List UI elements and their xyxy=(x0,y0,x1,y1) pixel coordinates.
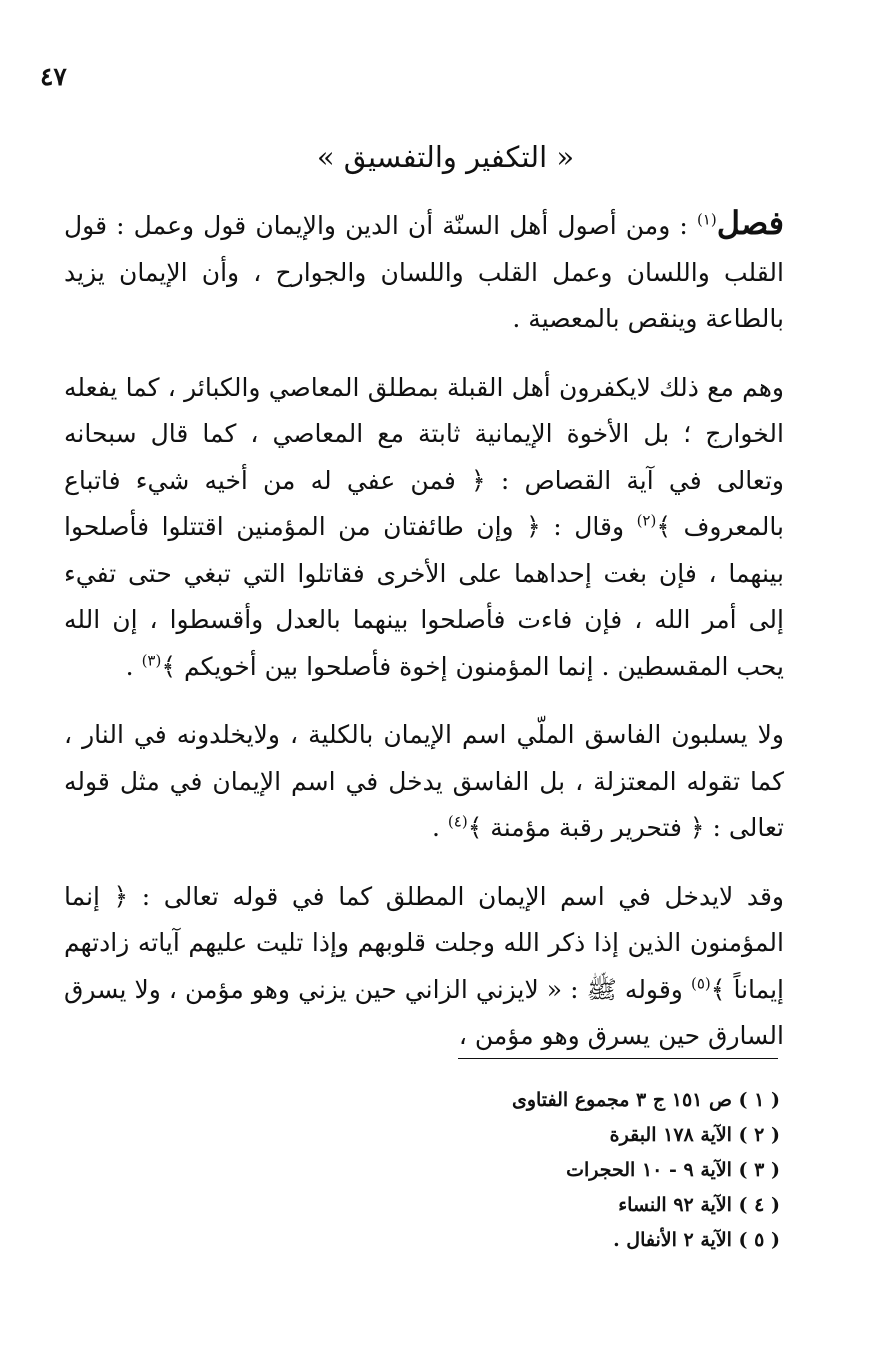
paragraph-spacer xyxy=(64,690,784,712)
paragraph-1-text: : ومن أصول أهل السنّة أن الدين والإيمان قول وعمل : قول القلب واللسان وعمل القلب واللسان والجوارح ، وأن الإيمان يزيد بالطاعة وينقص بالمعصية . xyxy=(64,211,784,333)
paragraph-spacer xyxy=(64,343,784,365)
paragraph-1 xyxy=(64,200,784,343)
footnote-divider xyxy=(458,1058,778,1059)
footnote-5: ( ٥ ) الآية ٢ الأنفال . xyxy=(613,1229,780,1251)
paragraph-2 xyxy=(64,365,784,691)
footnote-ref-4: (٤) xyxy=(447,812,468,831)
paragraph-4-text-a: وقد لايدخل في اسم الإيمان المطلق كما في قوله تعالى : ﴿ إنما المؤمنون الذين إذا ذكر الله وجلت قلوبهم وإذا تليت عليهم آياته زادتهم إيماناً ﴾ xyxy=(64,881,784,1004)
paragraph-3-text-b: . xyxy=(432,813,440,842)
footnote-1: ( ١ ) ص ١٥١ ج ٣ مجموع الفتاوى xyxy=(511,1089,780,1111)
footnotes xyxy=(420,1083,780,1258)
paragraph-3-text-a: ولا يسلبون الفاسق الملّي اسم الإيمان بالكلية ، ولايخلدونه في النار ، كما تقوله المعتزلة ، بل الفاسق يدخل في اسم الإيمان في مثل قوله تعالى : ﴿ فتحرير رقبة مؤمنة ﴾ xyxy=(64,720,784,842)
section-title: « التكفير والتفسيق » xyxy=(316,140,575,174)
footnote-3: ( ٣ ) الآية ٩ - ١٠ الحجرات xyxy=(566,1159,780,1181)
paragraph-spacer xyxy=(64,852,784,874)
paragraph-3 xyxy=(64,712,784,852)
footnote-ref-1: (١) xyxy=(696,210,717,229)
paragraph-4 xyxy=(64,874,784,1060)
chapter-lead-word: فصل xyxy=(716,204,784,242)
page-number: ٤٧ xyxy=(40,62,67,91)
paragraph-2-text-c: . xyxy=(125,651,134,681)
footnote-ref-5: (٥) xyxy=(690,974,711,993)
footnote-ref-2: (٢) xyxy=(636,511,657,530)
paragraph-2-text-b: وقال : ﴿ وإن طائفتان من المؤمنين اقتتلوا فأصلحوا بينهما ، فإن بغت إحداهما على الأخرى فقاتلوا التي تبغي حتى تفيء إلى أمر الله ، فإن فاءت فأصلحوا بينهما بالعدل وأقسطوا ، إن الله يحب المقسطين . إنما المؤمنون إخوة فأصلحوا بين أخويكم ﴾ xyxy=(64,512,784,681)
main-text xyxy=(64,200,784,1060)
paragraph-4-text-b: وقوله ﷺ : « لايزني الزاني حين يزني وهو مؤمن ، ولا يسرق السارق حين يسرق وهو مؤمن ، xyxy=(64,974,784,1050)
footnote-2: ( ٢ ) الآية ١٧٨ البقرة xyxy=(609,1124,780,1146)
footnote-ref-3: (٣) xyxy=(141,651,162,670)
paragraph-2-text-a: وهم مع ذلك لايكفرون أهل القبلة بمطلق المعاصي والكبائر ، كما يفعله الخوارج ؛ بل الأخوة الإيمانية ثابتة مع المعاصي ، كما قال سبحانه وتعالى في آية القصاص : ﴿ فمن عفي له من أخيه شيء فاتباع بالمعروف ﴾ xyxy=(64,372,784,541)
footnote-4: ( ٤ ) الآية ٩٢ النساء xyxy=(618,1194,780,1216)
